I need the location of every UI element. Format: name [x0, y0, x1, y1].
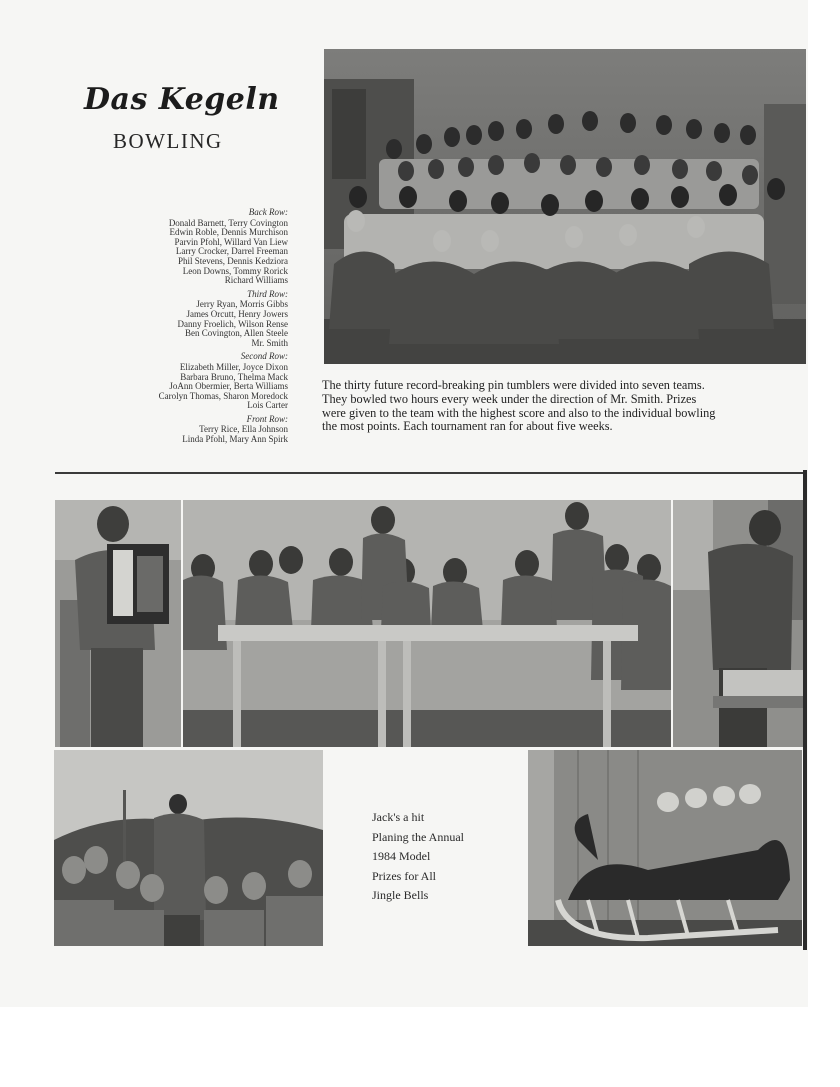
caption-prizes: Prizes for All [372, 868, 436, 883]
caption-accordion: Jack's a hit [372, 810, 425, 824]
section-divider [55, 472, 805, 474]
caption-model: 1984 Model [372, 849, 431, 863]
team-roster [100, 208, 288, 445]
photo-captions-list [372, 808, 464, 906]
roster-second-row-names: Elizabeth Miller, Joyce Dixon Barbara Bruno, Thelma Mack JoAnn Obermier, Berta Williams Carolyn Thomas, Sharon Moredock Lois Carter [158, 361, 288, 411]
prizes-for-all-photo [54, 750, 323, 946]
english-title: BOWLING [113, 129, 223, 153]
roster-front-row-label: Front Row: [246, 413, 288, 424]
roster-third-row-names: Jerry Ryan, Morris Gibbs James Orcutt, Henry Jowers Danny Froelich, Wilson Rense Ben Covington, Allen Steele Mr. Smith [177, 299, 288, 348]
bowling-team-group-photo [324, 49, 806, 364]
roster-back-row-label: Back Row: [248, 207, 288, 217]
page-edge-shadow [803, 470, 807, 950]
roster-second-row-label: Second Row: [240, 351, 288, 362]
roster-back-row-names: Donald Barnett, Terry Covington Edwin Roble, Dennis Murchison Parvin Pfohl, Willard Van Liew Larry Crocker, Darrel Freeman Phil Stevens, Dennis Kedziora Leon Downs, Tommy Rorick Richard Williams [168, 217, 288, 286]
german-title: Das Kegeln [84, 82, 280, 117]
jingle-bells-photo [528, 750, 802, 946]
roster-third-row-label: Third Row: [247, 288, 288, 299]
annual-planning-photo [183, 500, 671, 747]
accordion-player-photo [55, 500, 181, 747]
caption-jingle-bells: Jingle Bells [372, 888, 429, 902]
model-1984-photo [673, 500, 804, 747]
caption-annual: Planing the Annual [372, 829, 464, 844]
roster-front-row-names: Terry Rice, Ella Johnson Linda Pfohl, Mary Ann Spirk [182, 424, 288, 445]
bowling-description: The thirty future record-breaking pin tumblers were divided into seven teams. They bowled two hours every week under the direction of Mr. Smith. Prizes were given to the team with the highest score and also to the individual bowling the most points. Each tournament ran for about five weeks. [322, 378, 716, 434]
